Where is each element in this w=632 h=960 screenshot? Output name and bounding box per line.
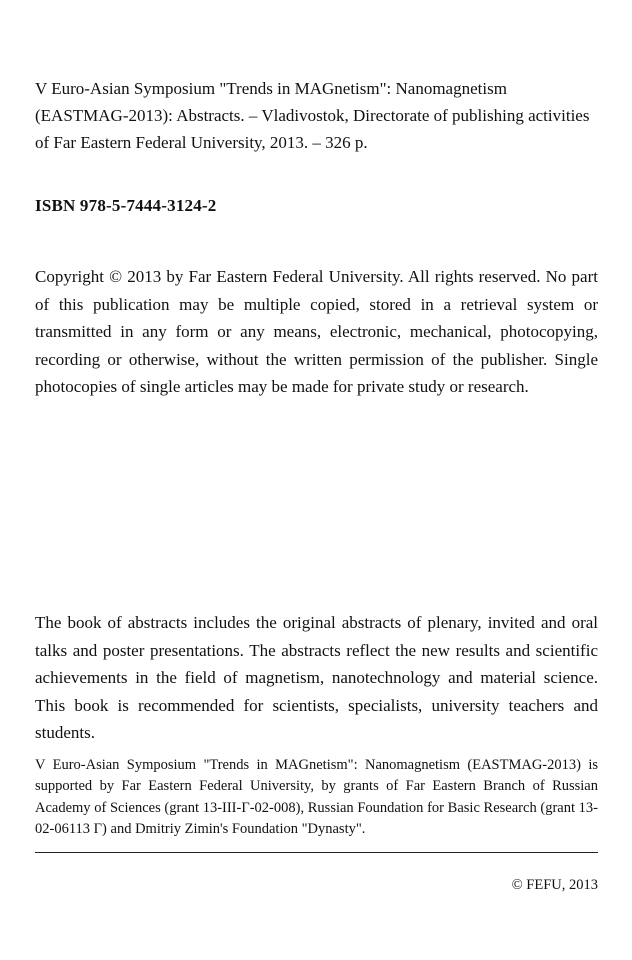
divider-rule — [35, 852, 598, 853]
bibliographic-entry: V Euro-Asian Symposium "Trends in MAGnetism": Nanomagnetism (EASTMAG-2013): Abstracts. – Vladivostok, Directorate of publishing activities of Far Eastern Federal University, 2013. – 326 p. — [35, 79, 590, 152]
support-note: V Euro-Asian Symposium "Trends in MAGnetism": Nanomagnetism (EASTMAG-2013) is supported by Far Eastern Federal University, by grants of Far Eastern Branch of Russian Academy of Sciences (grant 13-III-Г-02-008), Russian Foundation for Basic Research (grant 13-02-06113 Г) and Dmitriy Zimin's Foundation "Dynasty". — [35, 756, 598, 837]
copyright-footer: © FEFU, 2013 — [511, 876, 598, 893]
abstract-description: The book of abstracts includes the original abstracts of plenary, invited and oral talks and poster presentations. The abstracts reflect the new results and scientific achievements in the field of magnetism, nanotechnology and material science. This book is recommended for scientists, specialists, university teachers and students. — [35, 613, 598, 742]
copyright-notice: Copyright © 2013 by Far Eastern Federal University. All rights reserved. No part of this publication may be multiple copied, stored in a retrieval system or transmitted in any form or any means, electronic, mechanical, photocopying, recording or otherwise, without the written permission of the publisher. Single photocopies of single articles may be made for private study or research. — [35, 267, 598, 396]
isbn-line: ISBN 978-5-7444-3124-2 — [35, 196, 217, 215]
